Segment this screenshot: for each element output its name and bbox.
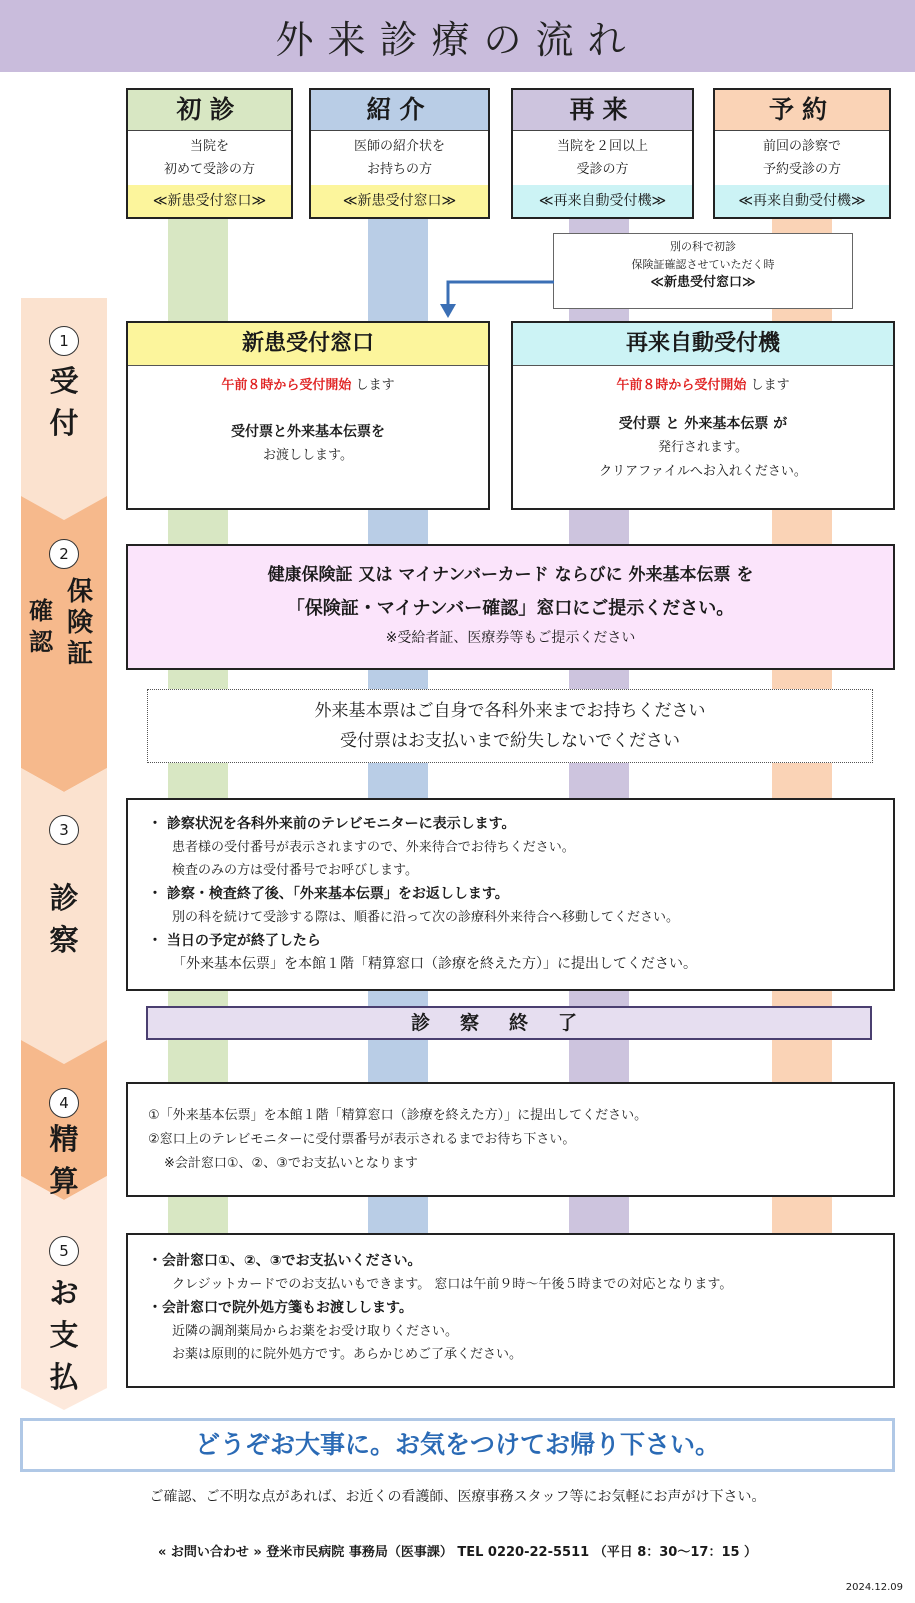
exam-sub: 別の科を続けて受診する際は、順番に沿って次の診療科外来待合へ移動してください。 [172, 910, 680, 925]
category-heading: 再来 [513, 90, 692, 131]
stage-number: 2 [49, 539, 79, 569]
stage-insurance-check [21, 539, 107, 699]
examination-box [126, 798, 895, 991]
box-heading: 新患受付窓口 [128, 323, 488, 366]
slip-notice-line: 受付票はお支払いまで紛失しないでください [340, 731, 680, 751]
stage-number: 4 [49, 1088, 79, 1118]
category-referral [309, 88, 490, 219]
checkout-line: ※会計窓口①、②、③でお支払いとなります [164, 1156, 418, 1171]
arrow-icon [440, 276, 556, 322]
stage-label: 支 [49, 1318, 79, 1352]
checkout-line: ①「外来基本伝票」を本館１階「精算窓口（診療を終えた方）」に提出してください。 [148, 1108, 648, 1123]
exam-bullet: ・ 診察状況を各科外来前のテレビモニターに表示します。 [148, 816, 516, 832]
payment-sub: クレジットカードでのお支払いもできます。 窓口は午前９時～午後５時までの対応となります。 [172, 1277, 733, 1292]
stage-checkout [21, 1088, 107, 1202]
category-desc: 受診の方 [576, 162, 629, 177]
exam-bullet: ・ 診察・検査終了後、「外来基本伝票」をお返しします。 [148, 886, 509, 902]
payment-box [126, 1233, 895, 1388]
category-desc: 予約受診の方 [762, 162, 841, 177]
exam-end-banner: 診察終了 [146, 1006, 872, 1040]
page-title-bar [0, 0, 915, 72]
category-window: ≪新患受付窓口≫ [128, 185, 291, 217]
category-heading: 初診 [128, 90, 291, 131]
note-line: 保険証確認させていただく時 [631, 258, 775, 271]
open-time: 午前８時から受付開始 [221, 378, 352, 393]
open-suffix: します [351, 378, 395, 393]
farewell-banner: どうぞお大事に。お気をつけてお帰り下さい。 [20, 1418, 895, 1472]
revision-date: 2024.12.09 [845, 1582, 903, 1593]
checkout-box [126, 1082, 895, 1197]
note-line: 別の科で初診 [670, 240, 736, 253]
category-desc: 当院を [189, 139, 229, 154]
category-heading: 予約 [715, 90, 889, 131]
stage-label: お [49, 1276, 79, 1310]
category-desc: 当院を２回以上 [556, 139, 648, 154]
category-first-visit [126, 88, 293, 219]
stage-label: 付 [49, 406, 79, 440]
box-heading: 再来自動受付機 [513, 323, 893, 366]
stage-label: 保険証 [67, 577, 94, 669]
category-desc: お持ちの方 [366, 162, 432, 177]
payment-bullet: ・会計窓口で院外処方箋もお渡しします。 [148, 1300, 413, 1316]
category-desc: 初めて受診の方 [163, 162, 255, 177]
stage-number: 1 [49, 326, 79, 356]
page-title: 外来診療の流れ [275, 17, 640, 62]
stage-payment [21, 1236, 107, 1398]
payment-sub: お薬は原則的に院外処方です。あらかじめご了承ください。 [172, 1347, 522, 1362]
stage-label: 払 [49, 1360, 79, 1394]
stage-number: 5 [49, 1236, 79, 1266]
new-line1: 受付票と外来基本伝票を [231, 424, 385, 440]
note-window: ≪新患受付窓口≫ [650, 275, 756, 290]
checkout-line: ②窓口上のテレビモニターに受付票番号が表示されるまでお待ち下さい。 [148, 1132, 576, 1147]
insurance-line3: ※受給者証、医療券等もご提示ください [385, 630, 636, 646]
stage-label: 診 [49, 881, 79, 915]
category-heading: 紹介 [311, 90, 488, 131]
category-window: ≪再来自動受付機≫ [715, 185, 889, 217]
stage-label: 察 [49, 923, 79, 957]
return-line2: 発行されます。 [658, 440, 748, 455]
slip-notice [147, 689, 873, 763]
stage-examination [21, 815, 107, 961]
return-line3: クリアファイルへお入れください。 [599, 464, 807, 479]
inquiry-line: « お問い合わせ » 登米市民病院 事務局（医事課） TEL 0220-22-5511 （平日 8：30～17：15 ） [157, 1545, 758, 1560]
payment-sub: 近隣の調剤薬局からお薬をお受け取りください。 [172, 1324, 459, 1339]
insurance-line1: 健康保険証 又は マイナンバーカード ならびに 外来基本伝票 を [267, 565, 754, 585]
category-window: ≪新患受付窓口≫ [311, 185, 488, 217]
stage-label: 確認 [29, 597, 53, 656]
exam-bullet: ・ 当日の予定が終了したら [148, 933, 321, 949]
payment-bullet: ・会計窓口①、②、③でお支払いください。 [148, 1253, 422, 1269]
slip-notice-line: 外来基本票はご自身で各科外来までお持ちください [314, 701, 706, 721]
other-department-note [553, 233, 853, 309]
return-line1: 受付票 と 外来基本伝票 が [618, 416, 788, 432]
insurance-line2: 「保険証・マイナンバー確認」窓口にご提示ください。 [286, 598, 735, 619]
stage-label: 算 [49, 1164, 79, 1198]
category-desc: 前回の診察で [762, 139, 841, 154]
category-desc: 医師の紹介状を [353, 139, 445, 154]
new-line2: お渡しします。 [263, 448, 353, 463]
stage-reception [21, 326, 107, 444]
exam-sub: 「外来基本伝票」を本館１階「精算窓口（診療を終えた方）」に提出してください。 [172, 956, 697, 972]
category-window: ≪再来自動受付機≫ [513, 185, 692, 217]
category-appointment [713, 88, 891, 219]
return-machine-box [511, 321, 895, 510]
insurance-check-box [126, 544, 895, 670]
open-suffix: します [746, 378, 790, 393]
open-time: 午前８時から受付開始 [616, 378, 747, 393]
new-patient-window-box [126, 321, 490, 510]
exam-sub: 検査のみの方は受付番号でお呼びします。 [172, 863, 418, 878]
stage-label: 精 [49, 1122, 79, 1156]
stage-number: 3 [49, 815, 79, 845]
stage-label: 受 [49, 364, 79, 398]
category-return-visit [511, 88, 694, 219]
contact-note: ご確認、ご不明な点があれば、お近くの看護師、医療事務スタッフ等にお気軽にお声がけ下さい。 [149, 1489, 766, 1505]
exam-sub: 患者様の受付番号が表示されますので、外来待合でお待ちください。 [172, 840, 575, 855]
